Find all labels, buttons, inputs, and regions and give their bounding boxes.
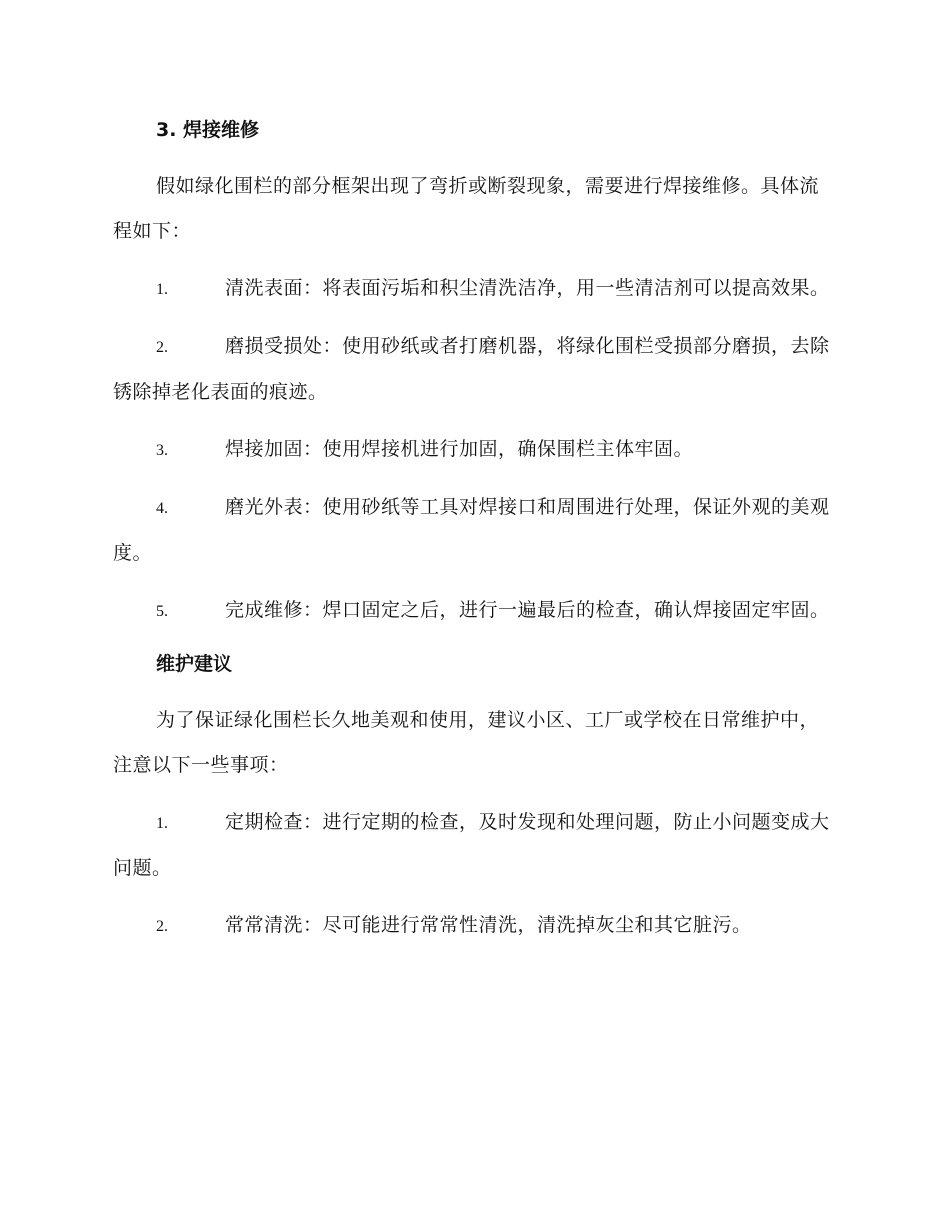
section-heading-welding: 3. 焊接维修: [156, 119, 260, 141]
intro-paragraph-maintenance: 为了保证绿化围栏长久地美观和使用，建议小区、工厂或学校在日常维护中，注意以下一些事项：: [113, 709, 820, 776]
list-item-text: 清洗表面：将表面污垢和积尘清洗洁净，用一些清洁剂可以提高效果。: [225, 277, 830, 299]
list-number: 3.: [156, 442, 168, 459]
list-item: [113, 324, 837, 415]
list-item: [113, 266, 837, 312]
intro-paragraph-welding: 假如绿化围栏的部分框架出现了弯折或断裂现象，需要进行焊接维修。具体流程如下：: [113, 175, 820, 242]
list-item-text: 焊接加固：使用焊接机进行加固，确保围栏主体牢固。: [225, 438, 694, 460]
document-page: [113, 108, 837, 949]
list-number: 2.: [156, 339, 168, 356]
section-heading-maintenance: 维护建议: [156, 653, 233, 675]
list-item-text: 磨光外表：使用砂纸等工具对焊接口和周围进行处理，保证外观的美观度。: [113, 496, 830, 564]
list-item-text: 定期检查：进行定期的检查，及时发现和处理问题，防止小问题变成大问题。: [113, 811, 830, 879]
list-number: 1.: [156, 815, 168, 832]
list-number: 4.: [156, 500, 168, 517]
list-item: [113, 485, 837, 576]
list-item: [113, 588, 837, 634]
list-number: 1.: [156, 281, 168, 298]
list-number: 5.: [156, 603, 168, 620]
list-item-text: 磨损受损处：使用砂纸或者打磨机器，将绿化围栏受损部分磨损，去除锈除掉老化表面的痕迹。: [113, 335, 830, 403]
list-item-text: 常常清洗：尽可能进行常常性清洗，清洗掉灰尘和其它脏污。: [225, 914, 752, 936]
list-item: [113, 800, 837, 891]
list-item: [113, 903, 837, 949]
list-item-text: 完成维修：焊口固定之后，进行一遍最后的检查，确认焊接固定牢固。: [225, 599, 830, 621]
list-item: [113, 427, 837, 473]
list-number: 2.: [156, 918, 168, 935]
